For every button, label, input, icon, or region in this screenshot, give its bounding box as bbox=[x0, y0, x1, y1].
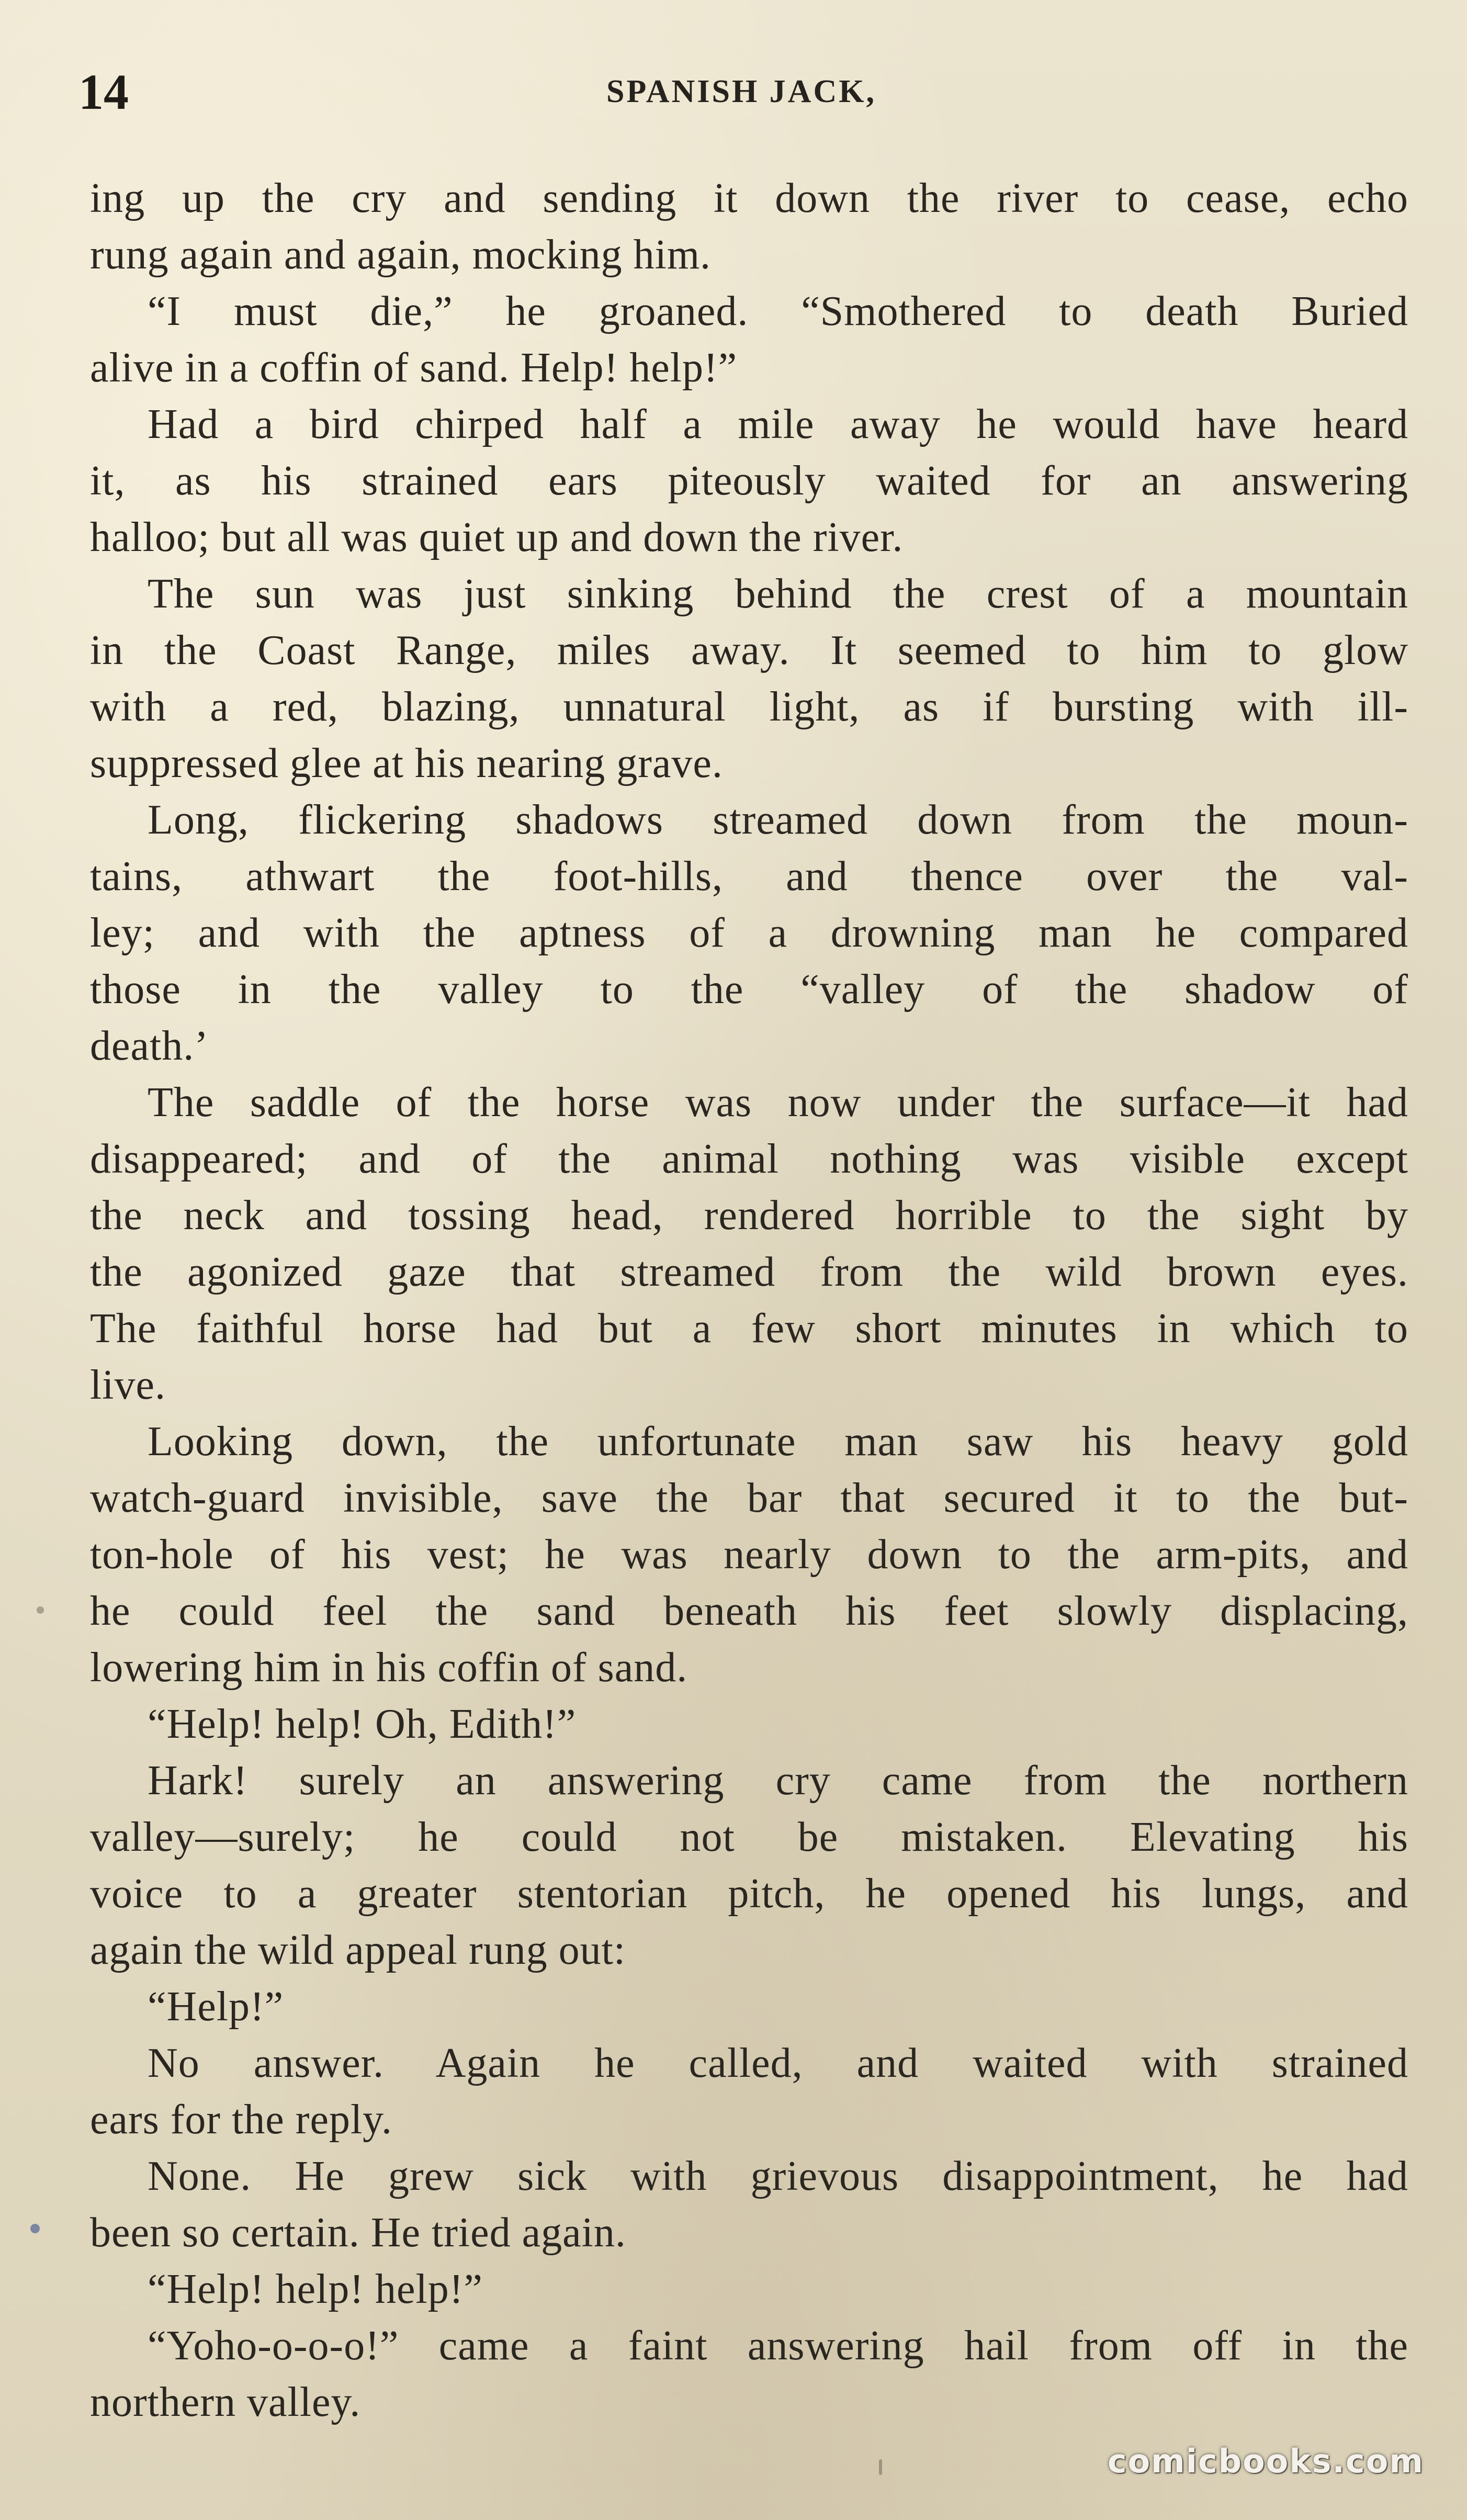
text-line: suppressed glee at his nearing grave. bbox=[90, 740, 723, 786]
text-line: “Yoho-o-o-o!” came a faint answering hail from off in the bbox=[148, 2323, 1408, 2369]
text-line: The sun was just sinking behind the crest of a mountain bbox=[148, 571, 1408, 617]
text-line: ton-hole of his vest; he was nearly down to the arm-pits, and bbox=[90, 1532, 1408, 1578]
text-line: disappeared; and of the animal nothing was visible except bbox=[90, 1136, 1408, 1182]
text-line: The saddle of the horse was now under the surface—it had bbox=[148, 1079, 1408, 1126]
text-line: ley; and with the aptness of a drowning man he compared bbox=[90, 910, 1408, 956]
text-line: with a red, blazing, unnatural light, as if bursting with ill- bbox=[90, 684, 1408, 730]
text-line: watch-guard invisible, save the bar that secured it to the but- bbox=[90, 1475, 1408, 1521]
text-line: “Help! help! Oh, Edith!” bbox=[148, 1701, 577, 1747]
text-line: northern valley. bbox=[90, 2379, 361, 2425]
text-line: None. He grew sick with grievous disappointment, he had bbox=[148, 2153, 1408, 2199]
paper-speck bbox=[30, 2224, 40, 2233]
text-line: death.’ bbox=[90, 1023, 209, 1069]
text-line: live. bbox=[90, 1362, 166, 1408]
text-line: Looking down, the unfortunate man saw his heavy gold bbox=[148, 1419, 1408, 1465]
body-text bbox=[90, 170, 1408, 2431]
paper-speck bbox=[879, 2459, 882, 2475]
watermark: comicbooks.com bbox=[1107, 2442, 1424, 2480]
text-line: halloo; but all was quiet up and down the river. bbox=[90, 514, 904, 560]
text-line: Had a bird chirped half a mile away he would have heard bbox=[148, 401, 1408, 447]
text-line: “Help! help! help!” bbox=[148, 2266, 483, 2312]
text-line: voice to a greater stentorian pitch, he opened his lungs, and bbox=[90, 1871, 1408, 1917]
text-line: again the wild appeal rung out: bbox=[90, 1927, 626, 1973]
page-number: 14 bbox=[78, 64, 129, 120]
text-line: No answer. Again he called, and waited with strained bbox=[148, 2040, 1408, 2086]
text-line: rung again and again, mocking him. bbox=[90, 232, 712, 278]
text-line: “I must die,” he groaned. “Smothered to death Buried bbox=[148, 288, 1408, 334]
text-line: the agonized gaze that streamed from the wild brown eyes. bbox=[90, 1249, 1408, 1295]
text-line: in the Coast Range, miles away. It seemed to him to glow bbox=[90, 627, 1408, 673]
text-line: it, as his strained ears piteously waited for an answering bbox=[90, 458, 1408, 504]
text-line: ears for the reply. bbox=[90, 2097, 392, 2143]
text-line: those in the valley to the “valley of the shadow of bbox=[90, 966, 1408, 1013]
text-line: alive in a coffin of sand. Help! help!” bbox=[90, 345, 738, 391]
text-line: the neck and tossing head, rendered horrible to the sight by bbox=[90, 1192, 1408, 1239]
text-line: “Help!” bbox=[148, 1984, 284, 2030]
text-line: The faithful horse had but a few short minutes in which to bbox=[90, 1306, 1408, 1352]
text-line: Long, flickering shadows streamed down from the moun- bbox=[148, 797, 1408, 843]
text-line: lowering him in his coffin of sand. bbox=[90, 1645, 688, 1691]
text-line: Hark! surely an answering cry came from the northern bbox=[148, 1758, 1408, 1804]
text-line: been so certain. He tried again. bbox=[90, 2210, 626, 2256]
text-line: he could feel the sand beneath his feet slowly displacing, bbox=[90, 1588, 1408, 1634]
running-head bbox=[78, 63, 1404, 120]
text-line: ing up the cry and sending it down the river to cease, echo bbox=[90, 175, 1408, 221]
running-title: SPANISH JACK, bbox=[606, 74, 876, 109]
paper-speck bbox=[37, 1606, 44, 1614]
text-line: valley—surely; he could not be mistaken. Elevating his bbox=[90, 1814, 1408, 1860]
text-line: tains, athwart the foot-hills, and thence over the val- bbox=[90, 853, 1408, 899]
